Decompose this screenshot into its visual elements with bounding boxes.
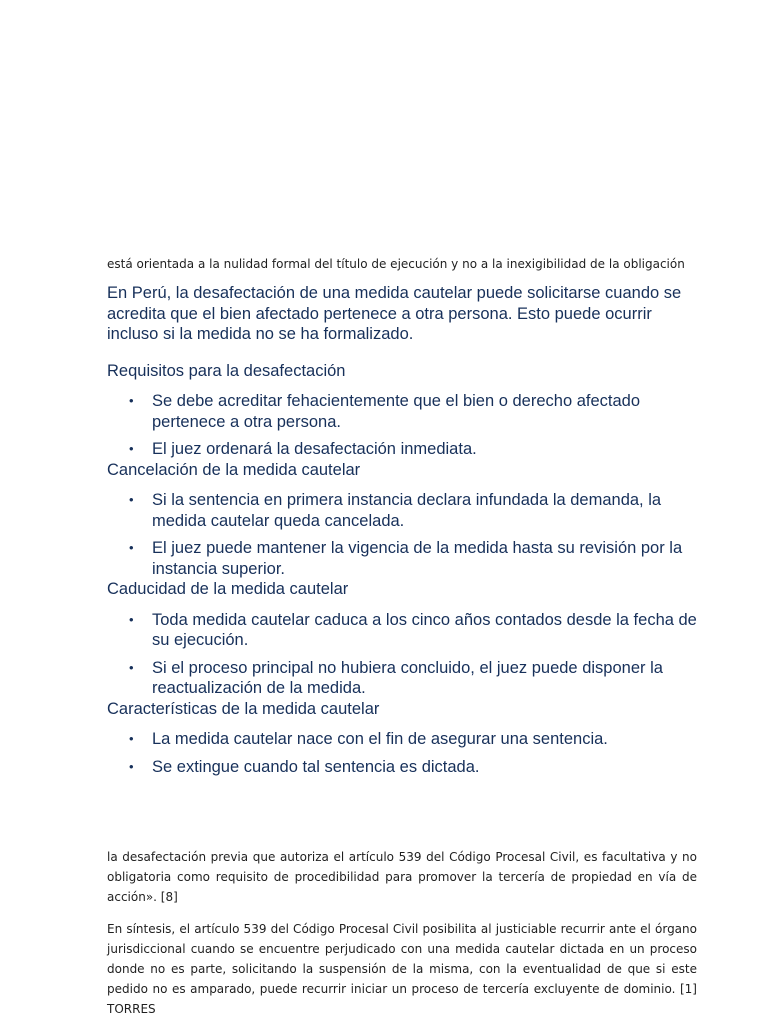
list-item [107, 538, 699, 579]
list-item-text: El juez ordenará la desafectación inmediata. [152, 440, 477, 458]
list-item [107, 439, 699, 460]
bullet-icon: • [129, 731, 134, 746]
list-item-text: La medida cautelar nace con el fin de asegurar una sentencia. [152, 730, 608, 748]
section-list-caducidad [107, 610, 699, 699]
bullet-icon: • [129, 659, 134, 675]
list-item-text: Si la sentencia en primera instancia declara infundada la demanda, la medida cautelar queda cancelada. [152, 491, 662, 530]
list-item [107, 490, 699, 531]
summary-intro: En Perú, la desafectación de una medida cautelar puede solicitarse cuando se acredita que el bien afectado pertenece a otra persona. Esto puede ocurrir incluso si la medida no se ha formalizado. [107, 284, 682, 343]
bullet-icon: • [129, 393, 134, 408]
section-heading-cancelacion: Cancelación de la medida cautelar [107, 460, 361, 479]
section-list-requisitos [107, 391, 699, 460]
list-item-text: Si el proceso principal no hubiera concluido, el juez puede disponer la reactualización de la medida. [152, 658, 663, 697]
section-list-caracteristicas [107, 729, 699, 777]
list-item-text: Se extingue cuando tal sentencia es dictada. [152, 757, 480, 776]
section-heading-caducidad: Caducidad de la medida cautelar [107, 580, 349, 598]
bullet-icon: • [129, 540, 134, 555]
list-item [107, 391, 699, 432]
body-paragraph-2: En síntesis, el artículo 539 del Código Procesal Civil posibilita al justiciable recurrir ante el órgano jurisdiccional cuando se encuentre perjudicado con una medida cautelar dictada en un proceso donde no es parte, solicitando la suspensión de la misma, con la eventualidad de que si este pedido no es amparado, puede recurrir iniciar un proceso de tercería excluyente de dominio. [1] TORRES [107, 922, 697, 1016]
summary-block [107, 283, 699, 777]
list-item [107, 610, 699, 651]
list-item [107, 757, 699, 778]
list-item-text: Se debe acreditar fehacientemente que el bien o derecho afectado pertenece a otra persona. [152, 392, 641, 431]
bullet-icon: • [129, 758, 134, 774]
intro-line: está orientada a la nulidad formal del título de ejecución y no a la inexigibilidad de la obligación [107, 257, 685, 271]
list-item-text: El juez puede mantener la vigencia de la medida hasta su revisión por la instancia superior. [152, 539, 683, 578]
list-item-text: Toda medida cautelar caduca a los cinco años contados desde la fecha de su ejecución. [152, 610, 697, 649]
bullet-icon: • [129, 492, 134, 507]
section-heading-caracteristicas: Características de la medida cautelar [107, 699, 380, 718]
body-paragraph-1: la desafectación previa que autoriza el artículo 539 del Código Procesal Civil, es facultativa y no obligatoria como requisito de procedibilidad para promover la tercería de propiedad en vía de acción». [8] [107, 850, 697, 904]
bullet-icon: • [129, 611, 134, 627]
list-item [107, 729, 699, 750]
section-list-cancelacion [107, 490, 699, 579]
list-item [107, 658, 699, 699]
section-heading-requisitos: Requisitos para la desafectación [107, 361, 346, 380]
bullet-icon: • [129, 441, 134, 456]
